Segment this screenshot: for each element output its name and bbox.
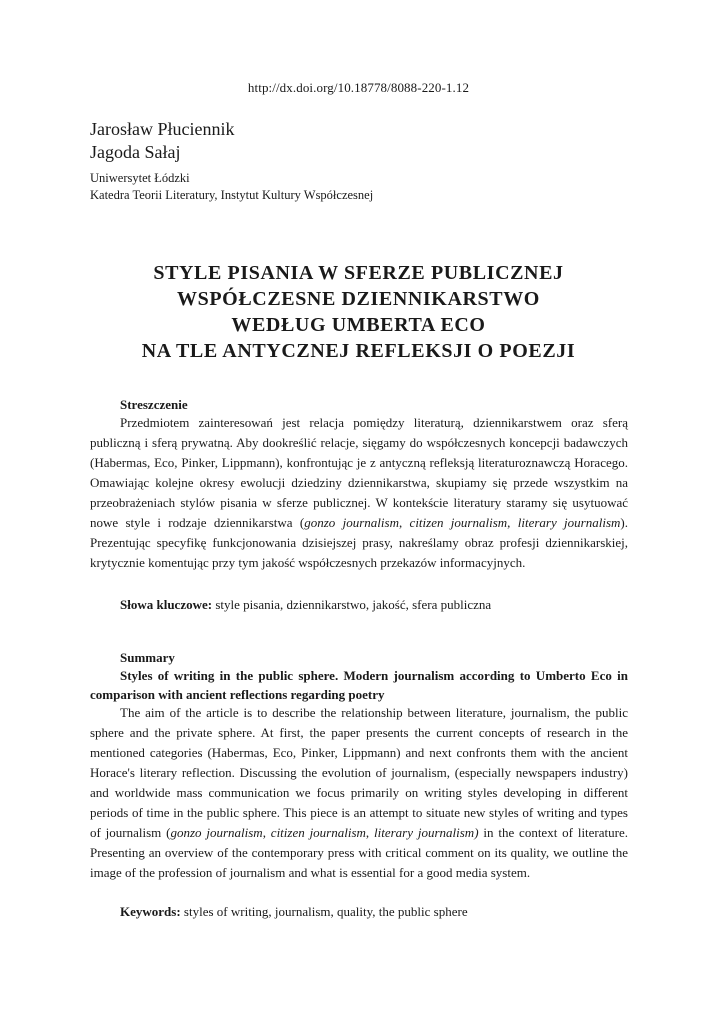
affiliation bbox=[90, 170, 373, 204]
affiliation-university: Uniwersytet Łódzki bbox=[90, 171, 190, 185]
keywords-en-value: styles of writing, journalism, quality, the public sphere bbox=[180, 904, 468, 919]
summary-italic-term: gonzo journalism bbox=[170, 825, 263, 840]
keywords-pl bbox=[120, 597, 491, 613]
abstract-pl-heading: Streszczenie bbox=[120, 397, 188, 412]
abstract-separator: , bbox=[507, 515, 518, 530]
summary-italic-term: literary journalism) bbox=[374, 825, 479, 840]
title-line: WEDŁUG UMBERTA ECO bbox=[231, 314, 486, 336]
title-line: NA TLE ANTYCZNEJ REFLEKSJI O POEZJI bbox=[141, 340, 576, 362]
title-line: STYLE PISANIA W SFERZE PUBLICZNEJ bbox=[153, 262, 564, 284]
summary-text bbox=[90, 703, 628, 883]
abstract-pl-text bbox=[90, 413, 628, 573]
author-name: Jagoda Sałaj bbox=[90, 142, 181, 162]
paper-title bbox=[60, 260, 657, 364]
keywords-en-label: Keywords: bbox=[120, 904, 181, 919]
abstract-italic-term: gonzo journalism bbox=[304, 515, 399, 530]
summary-body: in the context of literature. Presenting an overview of the contemporary press with critical comment on its quality, we outline the image of the profession of journalism and what is essential for a good media system. bbox=[90, 825, 628, 880]
summary-separator: , bbox=[262, 825, 271, 840]
doi-link[interactable]: http://dx.doi.org/10.18778/8088-220-1.12 bbox=[247, 80, 470, 95]
summary-title bbox=[90, 666, 628, 704]
keywords-en bbox=[120, 904, 468, 920]
summary-italic-term: citizen journalism bbox=[270, 825, 366, 840]
summary-title-text: Styles of writing in the public sphere. Modern journalism according to Umberto Eco in comparison with ancient reflections regarding poetry bbox=[90, 668, 628, 702]
summary-separator: , bbox=[365, 825, 375, 840]
keywords-pl-label: Słowa kluczowe: bbox=[120, 597, 213, 612]
abstract-text: ). Prezentując specyfikę funkcjonowania dzisiejszej prasy, nakreślamy obraz profesji dziennikarskiej, krytycznie komentując przy tym jakość współczesnych przekazów informacyjnych. bbox=[90, 515, 628, 570]
keywords-pl-value: style pisania, dziennikarstwo, jakość, sfera publiczna bbox=[212, 597, 492, 612]
abstract-italic-term: literary journalism bbox=[517, 515, 621, 530]
affiliation-department: Katedra Teorii Literatury, Instytut Kultury Współczesnej bbox=[90, 188, 374, 202]
summary-body: The aim of the article is to describe the relationship between literature, journalism, the public sphere and the private sphere. At first, the paper presents the current concepts of research in the mentioned categories (Habermas, Eco, Pinker, Lippmann) and next confronts them with the ancient Horace's literary reflection. Discussing the evolution of journalism, (especially newspapers industry) and worldwide mass communication we focus primarily on writing styles developing in different periods of time in the public sphere. This piece is an attempt to situate new styles of writing and types of journalism ( bbox=[90, 705, 628, 840]
abstract-separator: , bbox=[398, 515, 410, 530]
summary-heading: Summary bbox=[120, 650, 175, 665]
abstract-italic-term: citizen journalism bbox=[409, 515, 508, 530]
title-line: WSPÓŁCZESNE DZIENNIKARSTWO bbox=[177, 288, 540, 310]
authors bbox=[90, 118, 234, 164]
author-name: Jarosław Płuciennik bbox=[90, 119, 235, 139]
abstract-text: Przedmiotem zainteresowań jest relacja pomiędzy literaturą, dziennikarstwem oraz sferą publiczną i sferą prywatną. Aby dookreślić relacje, sięgamy do współczesnych koncepcji badawczych (Habermas, Eco, Pinker, Lippmann), konfrontując je z antyczną refleksją literaturoznawczą Horacego. Omawiając kolejne okresy ewolucji dziedziny dziennikarstwa, skupiamy się przede wszystkim na przeobrażeniach stylów pisania w sferze publicznej. W kontekście literatury staramy się usytuować nowe style i rodzaje dziennikarstwa ( bbox=[90, 415, 628, 530]
